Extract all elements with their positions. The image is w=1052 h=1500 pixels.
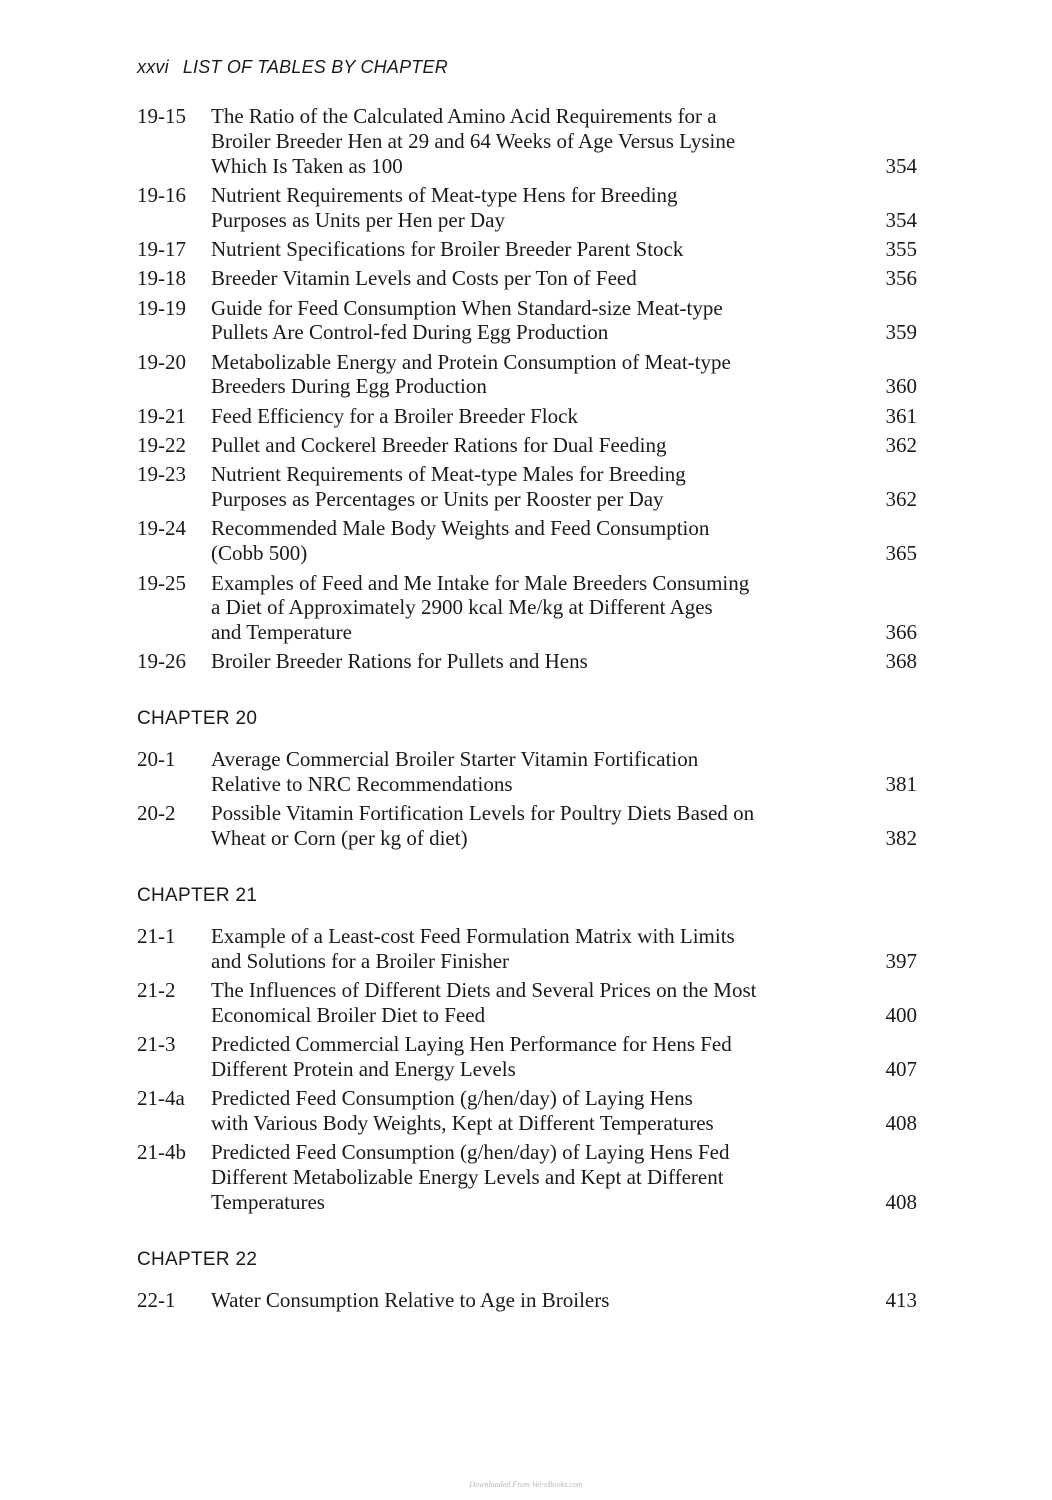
- page-number: 381: [885, 772, 917, 797]
- table-title: Predicted Feed Consumption (g/hen/day) of Laying Hens with Various Body Weights, Kept at Different Temperatures: [211, 1086, 714, 1135]
- table-number: 20-2: [137, 801, 176, 826]
- chapter-section: [137, 1249, 917, 1313]
- page-number: 354: [885, 207, 917, 232]
- table-number: 21-4a: [137, 1086, 185, 1111]
- table-entry: [137, 183, 917, 233]
- table-entry: [137, 404, 917, 429]
- page-number: 368: [885, 649, 917, 674]
- page-number: 397: [885, 948, 917, 973]
- page-number: 365: [885, 541, 917, 566]
- table-number: 19-26: [137, 649, 186, 674]
- page-number: 400: [885, 1002, 917, 1027]
- table-number: 21-3: [137, 1032, 176, 1057]
- page-number: 413: [885, 1287, 917, 1312]
- chapter-section: [137, 104, 917, 674]
- chapter-heading: CHAPTER 21: [137, 884, 258, 906]
- table-entry: [137, 978, 917, 1028]
- table-number: 19-18: [137, 266, 186, 291]
- table-entry: [137, 266, 917, 291]
- table-number: 20-1: [137, 747, 176, 772]
- page-folio: xxvi: [137, 57, 169, 77]
- table-title: Nutrient Specifications for Broiler Breeder Parent Stock: [211, 236, 684, 261]
- table-title: Water Consumption Relative to Age in Broilers: [211, 1287, 610, 1312]
- table-number: 19-17: [137, 236, 186, 261]
- page-number: 355: [885, 236, 917, 261]
- page-number: 366: [885, 620, 917, 645]
- page-number: 408: [885, 1189, 917, 1214]
- table-title: Nutrient Requirements of Meat-type Hens for Breeding Purposes as Units per Hen per Day: [211, 182, 678, 232]
- table-entry: [137, 433, 917, 458]
- table-entry: [137, 1140, 917, 1214]
- table-title: Examples of Feed and Me Intake for Male Breeders Consuming a Diet of Approximately 2900 kcal Me/kg at Different Ages and Temperature: [211, 570, 750, 645]
- table-title: Broiler Breeder Rations for Pullets and Hens: [211, 649, 588, 674]
- page-number: 361: [885, 403, 917, 428]
- table-entry: [137, 747, 917, 797]
- table-entry: [137, 350, 917, 400]
- page-number: 359: [885, 320, 917, 345]
- table-entry: [137, 801, 917, 851]
- table-entry: [137, 924, 917, 974]
- table-title: Predicted Commercial Laying Hen Performance for Hens Fed Different Protein and Energy Levels: [211, 1032, 732, 1081]
- running-title: LIST OF TABLES BY CHAPTER: [182, 57, 448, 77]
- table-title: Recommended Male Body Weights and Feed Consumption (Cobb 500): [211, 516, 710, 566]
- table-title: Metabolizable Energy and Protein Consumption of Meat-type Breeders During Egg Production: [211, 349, 731, 399]
- page-number: 356: [885, 266, 917, 291]
- table-entry: [137, 462, 917, 512]
- page-number: 407: [885, 1056, 917, 1081]
- table-number: 19-16: [137, 182, 186, 207]
- table-entry: [137, 1288, 917, 1313]
- page-number: 382: [885, 826, 917, 851]
- table-entry: [137, 649, 917, 674]
- table-number: 19-25: [137, 570, 186, 595]
- page-number: 362: [885, 433, 917, 458]
- page-number: 354: [885, 153, 917, 178]
- table-entry: [137, 104, 917, 178]
- running-head: [137, 57, 448, 78]
- table-title: Guide for Feed Consumption When Standard-size Meat-type Pullets Are Control-fed During Egg Production: [211, 295, 723, 345]
- table-title: The Ratio of the Calculated Amino Acid Requirements for a Broiler Breeder Hen at 29 and 64 Weeks of Age Versus Lysine Which Is Taken as 100: [211, 104, 736, 178]
- chapter-heading: CHAPTER 22: [137, 1248, 258, 1270]
- table-title: Nutrient Requirements of Meat-type Males for Breeding Purposes as Percentages or Units per Rooster per Day: [211, 462, 686, 512]
- table-title: Feed Efficiency for a Broiler Breeder Flock: [211, 403, 578, 428]
- chapter-section: [137, 708, 917, 851]
- table-title: Example of a Least-cost Feed Formulation Matrix with Limits and Solutions for a Broiler Finisher: [211, 923, 735, 973]
- table-number: 21-4b: [137, 1140, 186, 1165]
- page-number: 360: [885, 374, 917, 399]
- chapter-heading: CHAPTER 20: [137, 708, 258, 730]
- table-list: [137, 104, 917, 1317]
- table-number: 19-24: [137, 516, 186, 541]
- table-title: The Influences of Different Diets and Several Prices on the Most Economical Broiler Diet to Feed: [211, 978, 757, 1027]
- page-number: 408: [885, 1111, 917, 1135]
- table-number: 19-19: [137, 295, 186, 320]
- table-entry: [137, 516, 917, 566]
- table-entry: [137, 1086, 917, 1136]
- table-title: Breeder Vitamin Levels and Costs per Ton of Feed: [211, 266, 637, 291]
- page-number: 362: [885, 487, 917, 512]
- table-number: 21-1: [137, 923, 176, 948]
- table-number: 19-23: [137, 462, 186, 487]
- table-title: Pullet and Cockerel Breeder Rations for Dual Feeding: [211, 433, 667, 458]
- chapter-section: [137, 885, 917, 1215]
- table-title: Possible Vitamin Fortification Levels for Poultry Diets Based on Wheat or Corn (per kg of diet): [211, 801, 755, 851]
- table-title: Predicted Feed Consumption (g/hen/day) of Laying Hens Fed Different Metabolizable Energy Levels and Kept at Different Temperatures: [211, 1140, 730, 1214]
- table-number: 21-2: [137, 978, 176, 1003]
- table-entry: [137, 1032, 917, 1082]
- table-number: 19-20: [137, 349, 186, 374]
- table-number: 19-21: [137, 403, 186, 428]
- table-entry: [137, 571, 917, 645]
- table-number: 19-15: [137, 104, 186, 128]
- table-number: 22-1: [137, 1287, 176, 1312]
- download-watermark: Downloaded From Vet-eBooks.com: [469, 1480, 583, 1489]
- table-title: Average Commercial Broiler Starter Vitamin Fortification Relative to NRC Recommendations: [211, 747, 699, 797]
- table-entry: [137, 237, 917, 262]
- table-entry: [137, 296, 917, 346]
- table-number: 19-22: [137, 433, 186, 458]
